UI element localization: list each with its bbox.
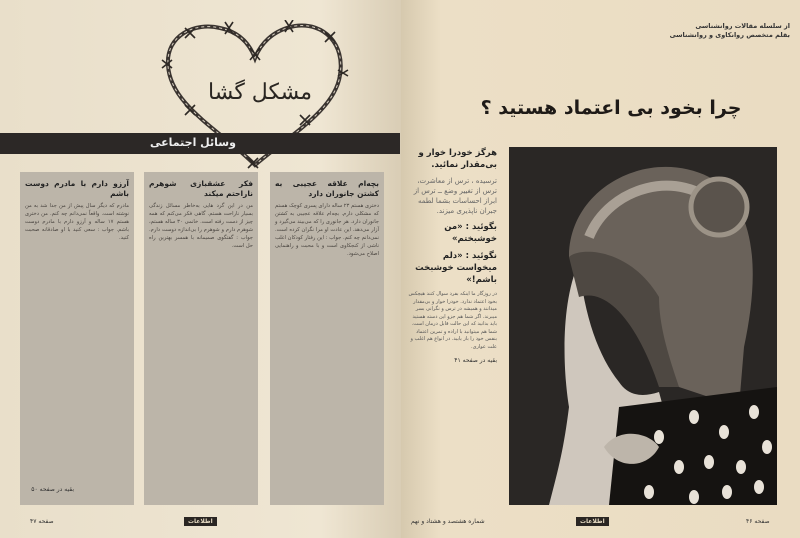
series-header xyxy=(670,22,790,40)
sidebar-text xyxy=(405,147,497,364)
page-number: صفحه ۴۶ xyxy=(746,518,770,525)
header-line: از سلسله مقالات روانشناسی xyxy=(695,22,790,30)
body-text: در روزگار ما اینکه بفرد سوال کنند هیچکس بخود اعتماد ندارد. خودرا خوار و بی‌مقدار میدانند و همیشه در ترس و نگرانی بسر میبرند. اگر شما هم جزو این دسته هستید باید بدانید که این حالت قابل درمان است. شما هم میتوانید با اراده و تمرین اعتماد بنفس خود را باز یابید. در انواع هم اغلب و علت عواری. xyxy=(408,291,497,350)
column-1 xyxy=(270,172,384,505)
column-2 xyxy=(144,172,258,505)
continued-note: بقیه در صفحه ۴۱ xyxy=(454,357,497,364)
page-number: صفحه ۴۷ xyxy=(30,518,54,525)
issue-text: شماره هشتصد و هشتاد و نهم xyxy=(411,518,485,525)
column-heading: بچه‌ام علاقه عجیبی به کشتن جانوران دارد xyxy=(275,179,379,198)
column-heading: آرزو دارم با مادرم دوست باشم xyxy=(25,179,129,198)
intro-text: ترسیده ، ترس از معاشرت، ترس از تغییر وضع ــ ترس از ابراز احساسات بشما لطمه جبران ناپذیری میزند. xyxy=(413,177,497,215)
column-body: من در این گرد هایی به‌خاطر مسائل زندگی بسیار ناراحت هستم. گاهی فکر می‌کنم که همه چیز از دست رفته است. خانمی ۳۰ ساله هستم، شوهرم دارم و شوهرم را بی‌اندازه دوست دارم. جواب : گفتگوی صمیمانه با همسر بهترین راه حل است. xyxy=(149,203,253,249)
section-title: مشکل گشا xyxy=(207,80,313,105)
magazine-logo: اطلاعات xyxy=(576,517,609,526)
column-body: دختری هستم ۲۳ ساله دارای پسری کوچک هستم که مشکلی دارم. بچه‌ام علاقه عجیبی به کشتن جانوران دارد. هر جانوری را که می‌بیند می‌گیرد و آزار می‌دهد. این عادت او مرا نگران کرده است. نمی‌دانم چه کنم. جواب : این رفتار کودکان اغلب ناشی از کنجکاوی است و با محبت و راهنمایی اصلاح می‌شود. xyxy=(275,203,379,257)
say-text: بگوئید : «من خوشبختم» xyxy=(444,222,497,244)
right-page xyxy=(401,0,800,538)
continued-note: بقیه در صفحه ۵۰ xyxy=(31,486,74,493)
article-title: چرا بخود بی اعتماد هستید ؟ xyxy=(480,97,742,119)
lead-text: هرگز خودرا خوار و بی‌مقدار نمائید. xyxy=(418,148,497,170)
column-body: مادرم که دیگر سال پیش از من جدا شد به من نوشته است. واقعاً نمی‌دانم چه کنم. من دختری هستم ۱۷ ساله و آرزو دارم با مادرم دوست باشم. جواب : سعی کنید با او صادقانه صحبت کنید. xyxy=(25,203,129,241)
column-heading: فکر عشقبازی شوهرم ناراحتم میکند xyxy=(149,179,253,198)
band-label: وسائل اجتماعی xyxy=(150,136,236,149)
column-3 xyxy=(20,172,134,505)
woman-portrait-photo xyxy=(509,147,777,505)
magazine-logo: اطلاعات xyxy=(184,517,217,526)
dont-say-text: نگوئید : «دلم میخواست خوشبخت باشم!» xyxy=(415,251,497,285)
header-line: بقلم متخصص روانکاوی و روانشناسی xyxy=(669,31,790,39)
